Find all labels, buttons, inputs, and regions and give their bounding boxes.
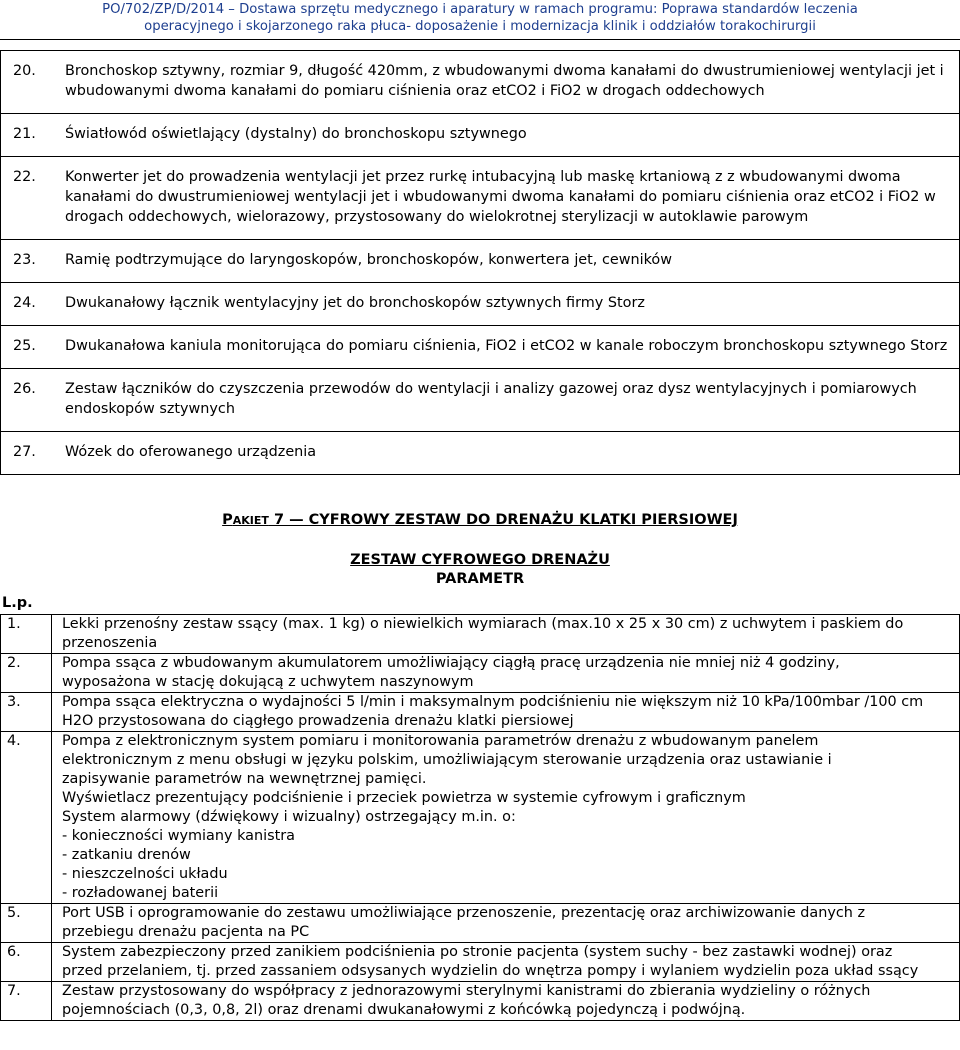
- parameter-column-header: PARAMETR: [435, 571, 525, 587]
- document-header: [0, 0, 960, 41]
- parameter-cell: [52, 982, 960, 1021]
- table-row: [1, 615, 960, 654]
- item-text: Światłowód oświetlający (dystalny) do bronchoskopu sztywnego: [65, 126, 527, 142]
- lp-column-header: L.p.: [2, 595, 33, 611]
- table-row: [1, 943, 960, 982]
- parameter-line: Pompa ssąca elektryczna o wydajności 5 l/min i maksymalnym podciśnieniu nie większym niż 10 kPa/100mbar /100 cm: [62, 694, 924, 710]
- item-number: 20.: [13, 63, 36, 79]
- row-number: 5.: [1, 904, 52, 943]
- table-row: [1, 654, 960, 693]
- parameter-line: System alarmowy (dźwiękowy i wizualny) ostrzegający m.in. o:: [62, 809, 516, 825]
- parameter-line: Lekki przenośny zestaw ssący (max. 1 kg) o niewielkich wymiarach (max.10 x 25 x 30 cm) z uchwytem i paskiem do: [62, 616, 904, 632]
- table-cell: [1, 51, 960, 114]
- table-row: [1, 240, 960, 283]
- previous-package-table: [0, 50, 960, 475]
- item-number: 26.: [13, 381, 36, 397]
- parameter-line: - rozładowanej baterii: [62, 885, 219, 901]
- parameter-line: - konieczności wymiany kanistra: [62, 828, 295, 844]
- item-text: Zestaw łączników do czyszczenia przewodów do wentylacji i analizy gazowej oraz dysz wentylacyjnych i pomiarowych endoskopów sztywnych: [65, 381, 917, 417]
- parameters-table: [0, 614, 960, 1021]
- item-text: Dwukanałowa kaniula monitorująca do pomiaru ciśnienia, FiO2 i etCO2 w kanale roboczym bronchoskopu sztywnego Storz: [65, 338, 948, 354]
- package-label-rest: AKIET: [232, 514, 269, 527]
- item-text: Konwerter jet do prowadzenia wentylacji jet przez rurkę intubacyjną lub maskę krtaniową z z wbudowanymi dwoma kanałami do dwustrumieniowej wentylacji jet i wbudowanymi dwoma kanałami do pomiaru ciśnienia oraz etCO2 i FiO2 w drogach oddechowych, wielorazowy, przystosowany do wielokrotnej sterylizacji w autoklawie parowym: [65, 169, 936, 225]
- parameter-line: - nieszczelności układu: [62, 866, 228, 882]
- row-number: 2.: [1, 654, 52, 693]
- parameter-line: zapisywanie parametrów na wewnętrznej pamięci.: [62, 771, 427, 787]
- header-divider: [0, 39, 960, 40]
- row-number: 4.: [1, 732, 52, 904]
- package-subtitle: ZESTAW CYFROWEGO DRENAŻU: [350, 552, 610, 568]
- parameter-line: System zabezpieczony przed zanikiem podciśnienia po stronie pacjenta (system suchy - bez zastawki wodnej) oraz: [62, 944, 893, 960]
- item-number: 23.: [13, 252, 36, 268]
- parameter-line: - zatkaniu drenów: [62, 847, 191, 863]
- parameter-line: wyposażona w stację dokującą z uchwytem naszynowym: [62, 674, 474, 690]
- table-row: [1, 982, 960, 1021]
- table-cell: [1, 114, 960, 157]
- table-row: [1, 369, 960, 432]
- table-cell: [1, 326, 960, 369]
- parameter-line: przed przelaniem, tj. przed zassaniem odsysanych wydzielin do wnętrza pompy i wylaniem wydzielin poza układ ssący: [62, 963, 919, 979]
- package-title: [0, 512, 960, 528]
- row-number: 7.: [1, 982, 52, 1021]
- item-text: Bronchoskop sztywny, rozmiar 9, długość 420mm, z wbudowanymi dwoma kanałami do dwustrumieniowej wentylacji jet i wbudowanymi dwoma kanałami do pomiaru ciśnienia oraz etCO2 i FiO2 w drogach oddechowych: [65, 63, 944, 99]
- item-number: 22.: [13, 169, 36, 185]
- header-line-2: operacyjnego i skojarzonego raka płuca- doposażenie i modernizacja klinik i oddziałów torakochirurgii: [144, 19, 816, 34]
- parameter-line: Pompa ssąca z wbudowanym akumulatorem umożliwiający ciągłą pracę urządzenia nie mniej niż 4 godziny,: [62, 655, 840, 671]
- item-number: 27.: [13, 444, 36, 460]
- table-cell: [1, 157, 960, 240]
- parameter-line: elektronicznym z menu obsługi w języku polskim, umożliwiającym sterowanie urządzenia oraz ustawianie i: [62, 752, 832, 768]
- parameter-cell: [52, 732, 960, 904]
- table-row: [1, 114, 960, 157]
- table-row: [1, 326, 960, 369]
- parameter-cell: [52, 943, 960, 982]
- table-row: [1, 283, 960, 326]
- parameter-line: pojemnościach (0,3, 0,8, 2l) oraz drenami dwukanałowymi z końcówką pojedynczą i podwójną.: [62, 1002, 746, 1018]
- parameter-line: H2O przystosowana do ciągłego prowadzenia drenażu klatki piersiowej: [62, 713, 574, 729]
- row-number: 3.: [1, 693, 52, 732]
- table-cell: [1, 369, 960, 432]
- table-cell: [1, 283, 960, 326]
- header-line-1: PO/702/ZP/D/2014 – Dostawa sprzętu medycznego i aparatury w ramach programu: Poprawa standardów leczenia: [102, 2, 858, 17]
- row-number: 1.: [1, 615, 52, 654]
- parameter-line: Pompa z elektronicznym system pomiaru i monitorowania parametrów drenażu z wbudowanym panelem: [62, 733, 819, 749]
- parameter-cell: [52, 654, 960, 693]
- item-number: 21.: [13, 126, 36, 142]
- item-text: Ramię podtrzymujące do laryngoskopów, bronchoskopów, konwertera jet, cewników: [65, 252, 673, 268]
- parameter-line: Zestaw przystosowany do współpracy z jednorazowymi sterylnymi kanistrami do zbierania wydzieliny o różnych: [62, 983, 871, 999]
- table-row: [1, 904, 960, 943]
- table-row: [1, 732, 960, 904]
- table-cell: [1, 240, 960, 283]
- row-number: 6.: [1, 943, 52, 982]
- parameter-line: Port USB i oprogramowanie do zestawu umożliwiające przenoszenie, prezentację oraz archiwizowanie danych z: [62, 905, 865, 921]
- table-row: [1, 432, 960, 475]
- parameter-cell: [52, 693, 960, 732]
- table-cell: [1, 432, 960, 475]
- item-number: 25.: [13, 338, 36, 354]
- package-label-cap: P: [222, 512, 233, 528]
- parameter-line: przebiegu drenażu pacjenta na PC: [62, 924, 310, 940]
- table-row: [1, 157, 960, 240]
- parameter-cell: [52, 615, 960, 654]
- item-text: Dwukanałowy łącznik wentylacyjny jet do bronchoskopów sztywnych firmy Storz: [65, 295, 645, 311]
- item-text: Wózek do oferowanego urządzenia: [65, 444, 317, 460]
- item-number: 24.: [13, 295, 36, 311]
- table-row: [1, 51, 960, 114]
- package-title-text: 7 — CYFROWY ZESTAW DO DRENAŻU KLATKI PIERSIOWEJ: [268, 512, 738, 528]
- table-row: [1, 693, 960, 732]
- parameter-cell: [52, 904, 960, 943]
- parameter-line: Wyświetlacz prezentujący podciśnienie i przeciek powietrza w systemie cyfrowym i graficznym: [62, 790, 746, 806]
- parameter-line: przenoszenia: [62, 635, 158, 651]
